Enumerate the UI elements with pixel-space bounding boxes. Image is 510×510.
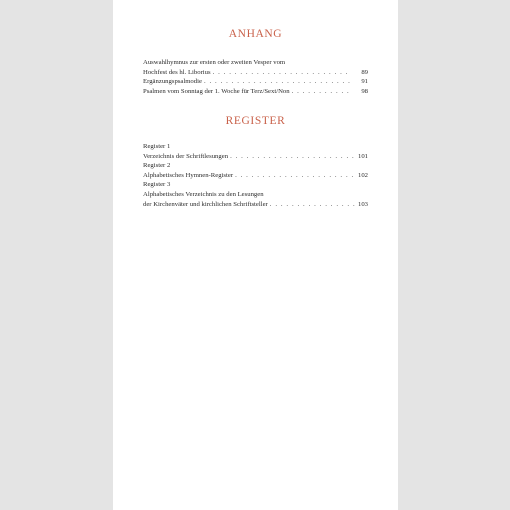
anhang-entry-3: [143, 87, 368, 97]
leader-dots: [270, 200, 356, 210]
anhang-entry-1-line-2: Hochfest des hl. Liborius: [143, 68, 211, 76]
register-heading: REGISTER: [225, 115, 286, 127]
anhang-entry-3-text: Psalmen vom Sonntag der 1. Woche für Terz/Sext/Non: [143, 87, 290, 95]
anhang-entry-2: [143, 77, 368, 87]
leader-dots: [213, 68, 350, 78]
register-entry-2-page: 102: [357, 171, 368, 179]
anhang-entry-3-page: 98: [361, 87, 368, 95]
register-2-label: Register 2: [143, 162, 171, 170]
leader-dots: [292, 87, 350, 97]
register-3-label: Register 3: [143, 181, 171, 189]
register-entry-3-line-2: der Kirchenväter und kirchlichen Schriftsteller: [143, 200, 268, 208]
register-entry-2-text: Alphabetisches Hymnen-Register: [143, 171, 234, 179]
register-entry-1-page: 101: [357, 152, 368, 160]
register-entries: [143, 142, 368, 209]
register-entry-1: [143, 152, 368, 162]
anhang-entry-1: [143, 68, 368, 78]
anhang-entry-2-text: Ergänzungspsalmodie: [143, 78, 202, 86]
leader-dots: [235, 171, 356, 181]
anhang-heading: ANHANG: [228, 28, 283, 40]
register-1-label: Register 1: [143, 143, 171, 150]
anhang-entry-2-page: 91: [361, 78, 368, 86]
anhang-entry-1-page: 89: [361, 68, 368, 76]
leader-dots: [230, 152, 356, 162]
register-entry-3-line-1: Alphabetisches Verzeichnis zu den Lesungen: [143, 190, 264, 198]
register-entry-2: [143, 171, 368, 181]
register-entry-1-text: Verzeichnis der Schriftlesungen: [143, 152, 229, 160]
register-entry-3-page: 103: [357, 200, 368, 208]
anhang-entries: [143, 58, 368, 96]
anhang-entry-1-line-1: Auswahlhymnus zur ersten oder zweiten Vesper vom: [143, 59, 286, 66]
leader-dots: [204, 77, 350, 87]
book-page: [113, 0, 398, 510]
register-entry-3: [143, 200, 368, 210]
